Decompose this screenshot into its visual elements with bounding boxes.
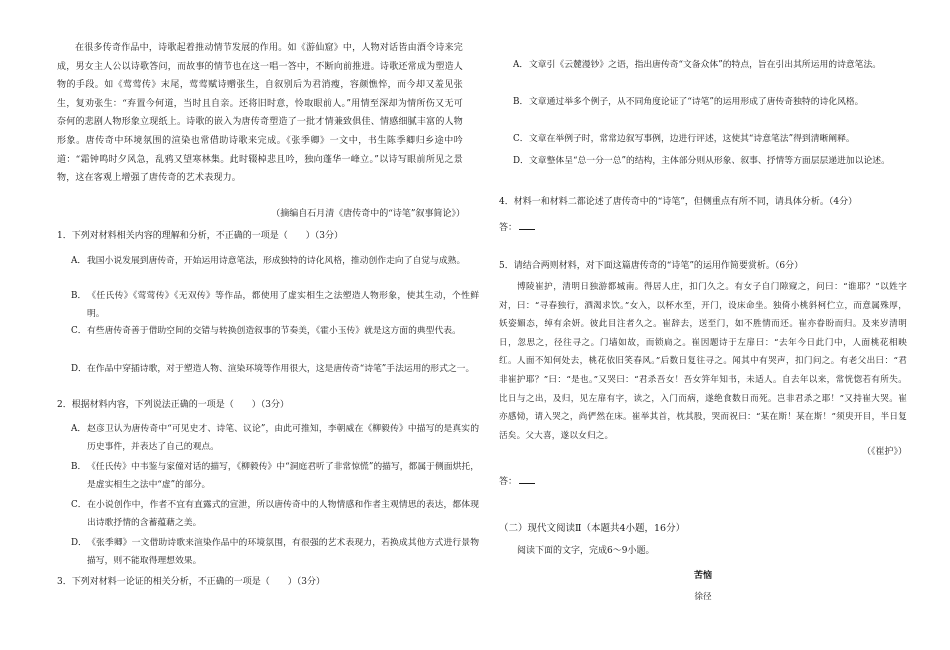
q1-option-a[interactable]: A．我国小说发展到唐传奇，开始运用诗意笔法，形成独特的诗化风格，推动创作走向了自觉与成熟。 — [71, 256, 466, 266]
q5-answer[interactable]: 答： — [499, 474, 535, 487]
q2-option-a[interactable]: A．赵彦卫认为唐传奇中“可见史才、诗笔、议论”，由此可推知，李朝威在《柳毅传》中描写的是真实的历史事件，并表达了自己的观点。 — [71, 424, 479, 452]
q1-option-d[interactable]: D．在作品中穿插诗歌，对于塑造人物、渲染环境等作用很大，这是唐传奇“诗笔”手法运用的形式之一。 — [71, 364, 475, 374]
q4-answer-blank[interactable] — [519, 220, 535, 230]
q3-option-c[interactable]: C．文章在举例子时，常常边叙写事例，边进行评述，这使其“诗意笔法”得到清晰阐释。 — [513, 134, 855, 144]
q1-option-b[interactable]: B．《任氏传》《莺莺传》《无双传》等作品，都使用了虚实相生之法塑造人物形象，使其生动，个性鲜明。 — [71, 291, 479, 319]
q3-option-a[interactable]: A．文章引《云麓漫钞》之语，指出唐传奇“文备众体”的特点，旨在引出其所运用的诗意笔法。 — [513, 60, 882, 70]
q2-option-d[interactable]: D．《张季卿》一文借助诗歌来渲染作品中的环境氛围，有很强的艺术表现力，若换成其他方式进行景物描写，则不能取得理想效果。 — [71, 538, 479, 566]
q1-option-c[interactable]: C．有些唐传奇善于借助空间的交错与转换创造叙事的节奏美，《霍小玉传》就是这方面的典型代表。 — [71, 326, 461, 336]
question-5-stem: 5．请结合两则材料，对下面这篇唐传奇的“诗笔”的运用作简要赏析。（6分） — [499, 261, 804, 271]
q5-answer-blank[interactable] — [519, 474, 535, 484]
q4-answer[interactable]: 答： — [499, 220, 535, 233]
question-1-stem: 1．下列对材料相关内容的理解和分析，不正确的一项是（ ）（3分） — [57, 231, 343, 241]
question-4-stem: 4．材料一和材料二都论述了唐传奇中的“诗笔”，但侧重点有所不同，请具体分析。（4分） — [499, 197, 858, 207]
section-heading: （二）现代文阅读Ⅱ（本题共4小题，16分） — [499, 523, 686, 534]
material-passage: 在很多传奇作品中，诗歌起着推动情节发展的作用。如《游仙窟》中，人物对话皆由酒令诗来完成，男女主人公以诗歌答问，而故事的情节也在这一唱一答中，不断向前推进。诗歌还常成为塑造人物的手段。如《莺莺传》末尾，莺莺赋诗赠张生，自叙别后为君消瘦，容颜憔悴，而今却又羞见张生，复劝张生：“弃置今何道，当时且自亲。还将旧时意，怜取眼前人。”用情至深却为情所伤又无可奈何的悲剧人物形象立现纸上。诗歌的嵌入为唐传奇塑造了一批才情兼致俱佳、情感细腻丰富的人物形象。唐传奇中环境氛围的渲染也常借助诗歌来完成。《张季卿》一文中，书生陈季卿归乡途中吟道：“霜钟鸣时夕风急，乱鸦又望寒林集。此时辍棹悲且吟，独向蓬华一峰立。”以诗写眼前所见之景物，这在客观上增强了唐传奇的艺术表现力。 — [57, 43, 463, 184]
q2-option-b[interactable]: B．《任氏传》中韦鉴与家僮对话的描写，《柳毅传》中“洞庭君听了非常惊慌”的描写，都属于侧面烘托，是虚实相生之法中“虚”的部分。 — [71, 462, 479, 490]
section-instruction: 阅读下面的文字，完成6～9小题。 — [517, 546, 655, 556]
q5-source: （《崔护》） — [861, 447, 907, 457]
question-2-stem: 2．根据材料内容，下列说法正确的一项是（ ）（3分） — [57, 400, 289, 410]
q3-option-b[interactable]: B．文章通过举多个例子，从不同角度论证了“诗笔”的运用形成了唐传奇独特的诗化风格。 — [513, 97, 864, 107]
question-3-stem: 3．下列对材料一论证的相关分析，不正确的一项是（ ）（3分） — [57, 577, 325, 587]
q3-option-d[interactable]: D．文章整体呈“总一分一总”的结构，主体部分则从形象、叙事、抒情等方面层层递进加以论述。 — [513, 156, 890, 166]
q2-option-c[interactable]: C．在小说创作中，作者不宜有直露式的宣泄，所以唐传奇中的人物情感和作者主观情思的表达，都体现出诗歌抒情的含蓄蕴藉之美。 — [71, 500, 479, 528]
q5-passage: 博陵崔护，清明日独游都城南。得居人庄，扣门久之。有女子自门隙窥之，问曰：“谁耶？”以姓字对，曰：“寻春独行，酒渴求饮。”女入，以杯水至，开门，设床命坐。独倚小桃斜柯伫立，而意属殊厚，妖姿媚态，绰有余妍。彼此目注者久之。崔辞去，送至门，如不胜情而还。崔亦眷盼而归。及来岁清明日，忽思之，径往寻之。门墙如故，而锁扃之。崔因题诗于左扉曰：“去年今日此门中，人面桃花相映红。人面不知何处去，桃花依旧笑春风。”后数日复往寻之。闻其中有哭声，扣门问之。有老父出曰：“君非崔护耶？”曰：“是也。”又哭曰：“君杀吾女！吾女笄年知书，未适人。自去年以来，常恍惚若有所失。比日与之出，及归，见左扉有字，读之，入门而病，遂绝食数日而死。岂非君杀之耶！”又持崔大哭。崔亦感恸，请入哭之，尚俨然在床。崔举其首，枕其股，哭而祝曰：“某在斯！某在斯！”须臾开目，半日复活矣。父大喜，遂以女归之。 — [499, 282, 907, 441]
article-author: 徐径 — [694, 592, 712, 602]
article-title: 苦恼 — [693, 571, 712, 581]
material-source: （摘编自石月清《唐传奇中的“诗笔”叙事简论》） — [271, 209, 465, 219]
